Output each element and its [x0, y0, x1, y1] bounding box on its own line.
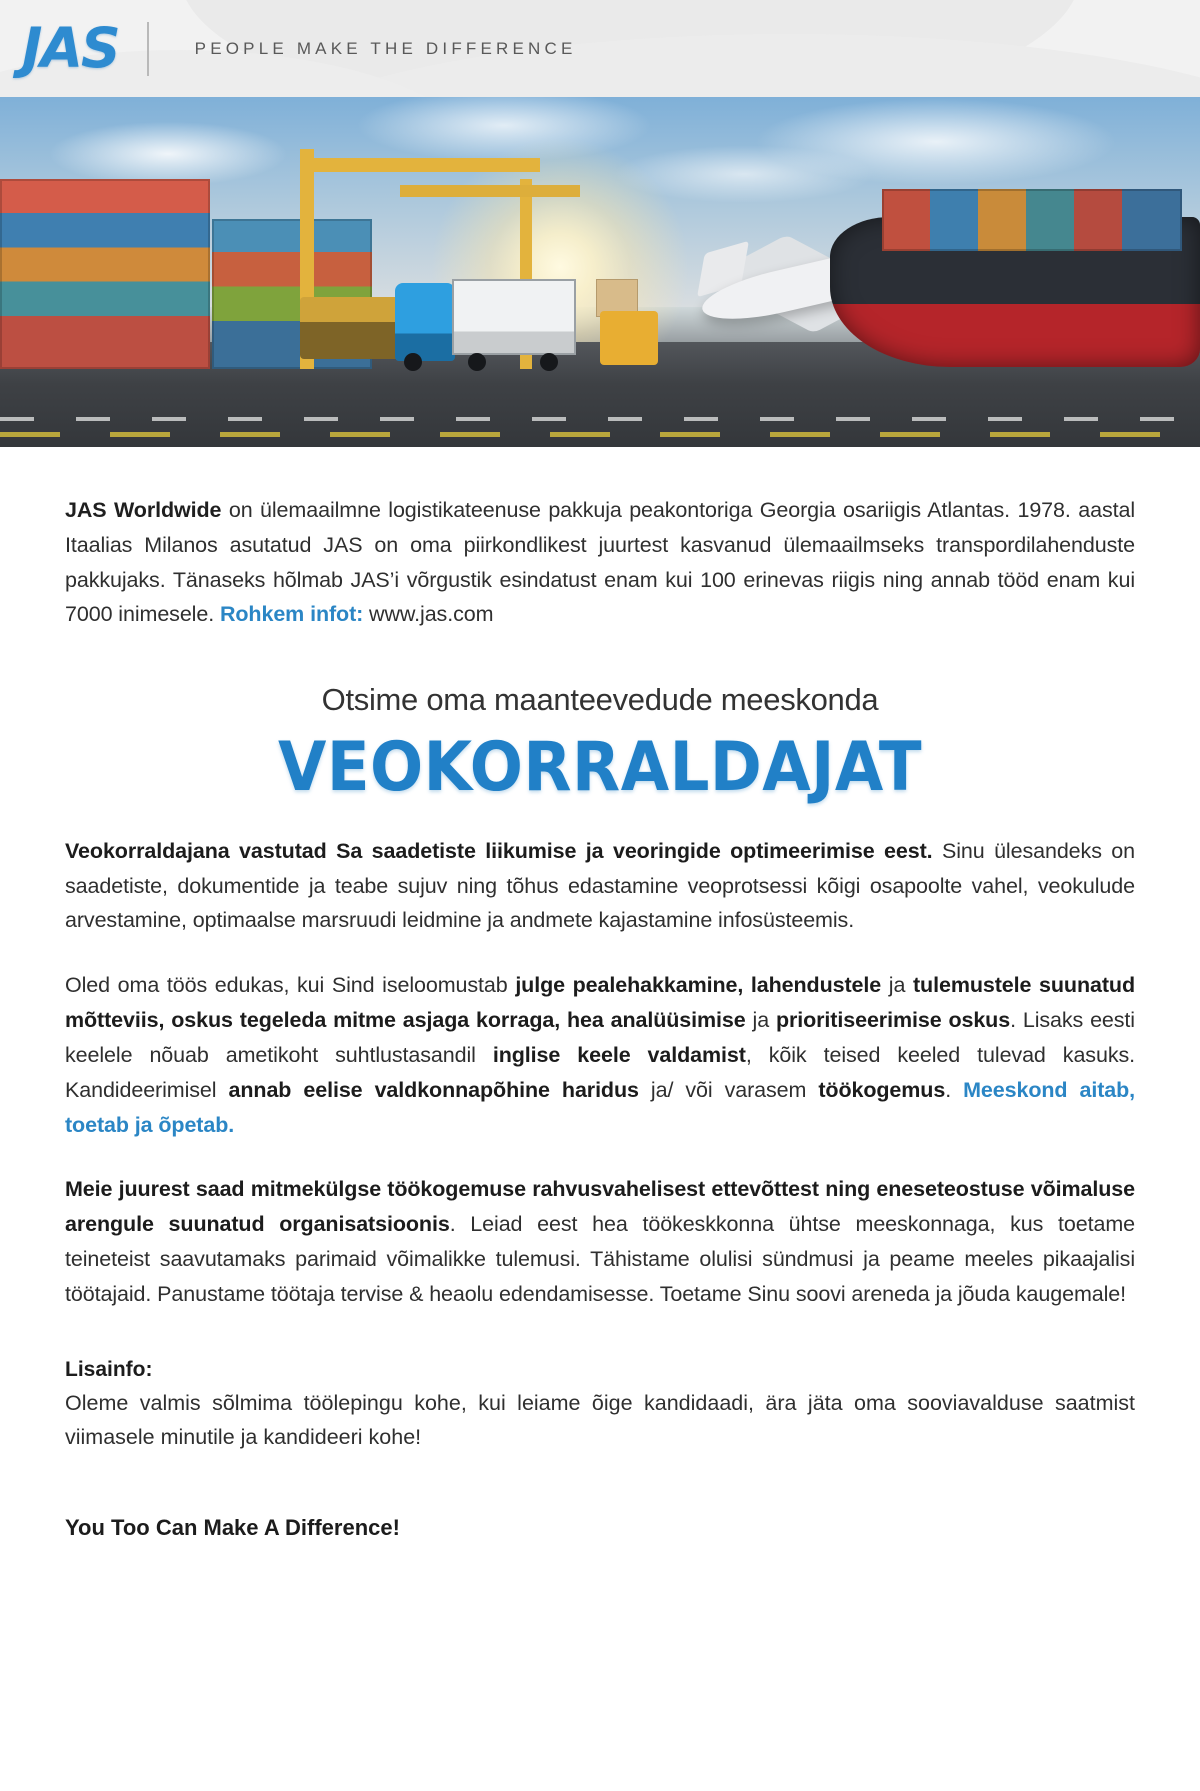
port-crane-boom	[300, 158, 540, 172]
forklift	[600, 311, 658, 365]
truck-wheel	[540, 353, 558, 371]
road-dashed-line	[0, 417, 1200, 421]
requirements-text: ja/ või varasem	[638, 1077, 819, 1102]
truck-trailer	[452, 279, 576, 355]
header-divider	[147, 22, 149, 76]
road-center-line	[0, 432, 1200, 437]
requirements-bold: annab eelise valdkonnapõhine haridus	[228, 1077, 639, 1102]
requirements-bold: julge pealehakkamine, lahendustele	[515, 973, 882, 998]
jas-logo[interactable]: JAS	[22, 16, 119, 80]
closing-slogan: You Too Can Make A Difference!	[65, 1515, 400, 1541]
truck-wheel	[468, 353, 486, 371]
company-website[interactable]: www.jas.com	[363, 602, 494, 627]
page-title: VEOKORRALDAJAT	[277, 728, 923, 808]
hero-banner-image	[0, 97, 1200, 447]
requirements-text: , kõik teised keeled tulevad kasuks. Kandideerimisel	[65, 1042, 1135, 1102]
requirements-bold: prioritiseerimise oskus	[775, 1008, 1011, 1033]
requirements-text: ja	[881, 973, 913, 998]
cargo-truck-blue	[395, 283, 455, 361]
job-kicker: Otsime oma maanteevedude meeskonda	[321, 682, 879, 718]
company-name: JAS Worldwide	[65, 498, 222, 522]
company-intro-paragraph	[65, 493, 1135, 632]
site-header	[0, 0, 1200, 97]
responsibilities-paragraph	[65, 834, 1135, 938]
requirements-bold: töökogemus	[818, 1077, 946, 1102]
responsibilities-text: Sinu ülesandeks on saadetiste, dokumentide ja teabe sujuv ning tõhus edastamine veoprotsessi kõigi osapoolte vahel, veokulude arvestamine, optimaalse marsruudi leidmine ja andmete kajastamine infosüsteemis.	[65, 838, 1135, 933]
cargo-truck-yellow	[300, 297, 400, 359]
truck-wheel	[404, 353, 422, 371]
company-intro-text: on ülemaailmne logistikateenuse pakkuja peakontoriga Georgia osariigis Atlantas. 1978. aastal Itaalias Milanos asutatud JAS on oma piirkondlikest juurtest kasvanud ülemaailmseks transpordilahenduste pakkujaks. Tänaseks hõlmab JAS’i võrgustik esindatust enam kui 100 erinevas riigis ning annab tööd enam kui 7000 inimesele.	[65, 498, 1136, 627]
requirements-bold: tulemustele suunatud mõtteviis, oskus tegeleda mitme asjaga korraga, hea analüüsimise	[65, 973, 1135, 1033]
additional-info-heading: Lisainfo:	[65, 1357, 153, 1381]
header-tagline: PEOPLE MAKE THE DIFFERENCE	[194, 38, 577, 58]
offer-lead: Meie juurest saad mitmekülgse töökogemuse rahvusvahelisest ettevõttest ning eneseteostuse võimaluse arengule suunatud organisatsioonis	[65, 1177, 1135, 1237]
requirements-bold: inglise keele valdamist	[492, 1042, 746, 1067]
team-support-highlight: Meeskond aitab, toetab ja õpetab.	[65, 1077, 1136, 1137]
content-area	[0, 447, 1200, 1601]
apply-now-highlight[interactable]: ära jäta oma sooviavalduse saatmist viimasele minutile ja kandideeri kohe!	[65, 1390, 1136, 1450]
offer-paragraph	[65, 1172, 1135, 1311]
responsibilities-lead: Veokorraldajana vastutad Sa saadetiste liikumise ja veoringide optimeerimise eest.	[65, 838, 933, 863]
requirements-text: .	[945, 1077, 964, 1102]
port-crane-boom	[400, 185, 580, 197]
additional-info-paragraph	[65, 1386, 1135, 1456]
requirements-text: Oled oma töös edukas, kui Sind iseloomustab	[65, 973, 516, 998]
requirements-text: ja	[745, 1008, 776, 1033]
container-stack-left	[0, 179, 210, 369]
ship-container-load	[882, 189, 1182, 251]
requirements-text: . Lisaks eesti keelele nõuab ametikoht suhtlustasandil	[65, 1008, 1135, 1067]
additional-info-text: Oleme valmis sõlmima töölepingu kohe, kui leiame õige kandidaadi,	[65, 1390, 766, 1415]
more-info-label[interactable]: Rohkem infot:	[219, 602, 364, 627]
requirements-paragraph	[65, 968, 1135, 1142]
offer-text: . Leiad eest hea töökeskkonna ühtse meeskonnaga, kus toetame teineteist saavutamaks parimaid võimalikke tulemusi. Tähistame olulisi sündmusi ja peame meeles pikaajalisi töötajaid. Panustame töötaja tervise & heaolu edendamisesse. Toetame Sinu soovi areneda ja jõuda kaugemale!	[65, 1212, 1135, 1306]
